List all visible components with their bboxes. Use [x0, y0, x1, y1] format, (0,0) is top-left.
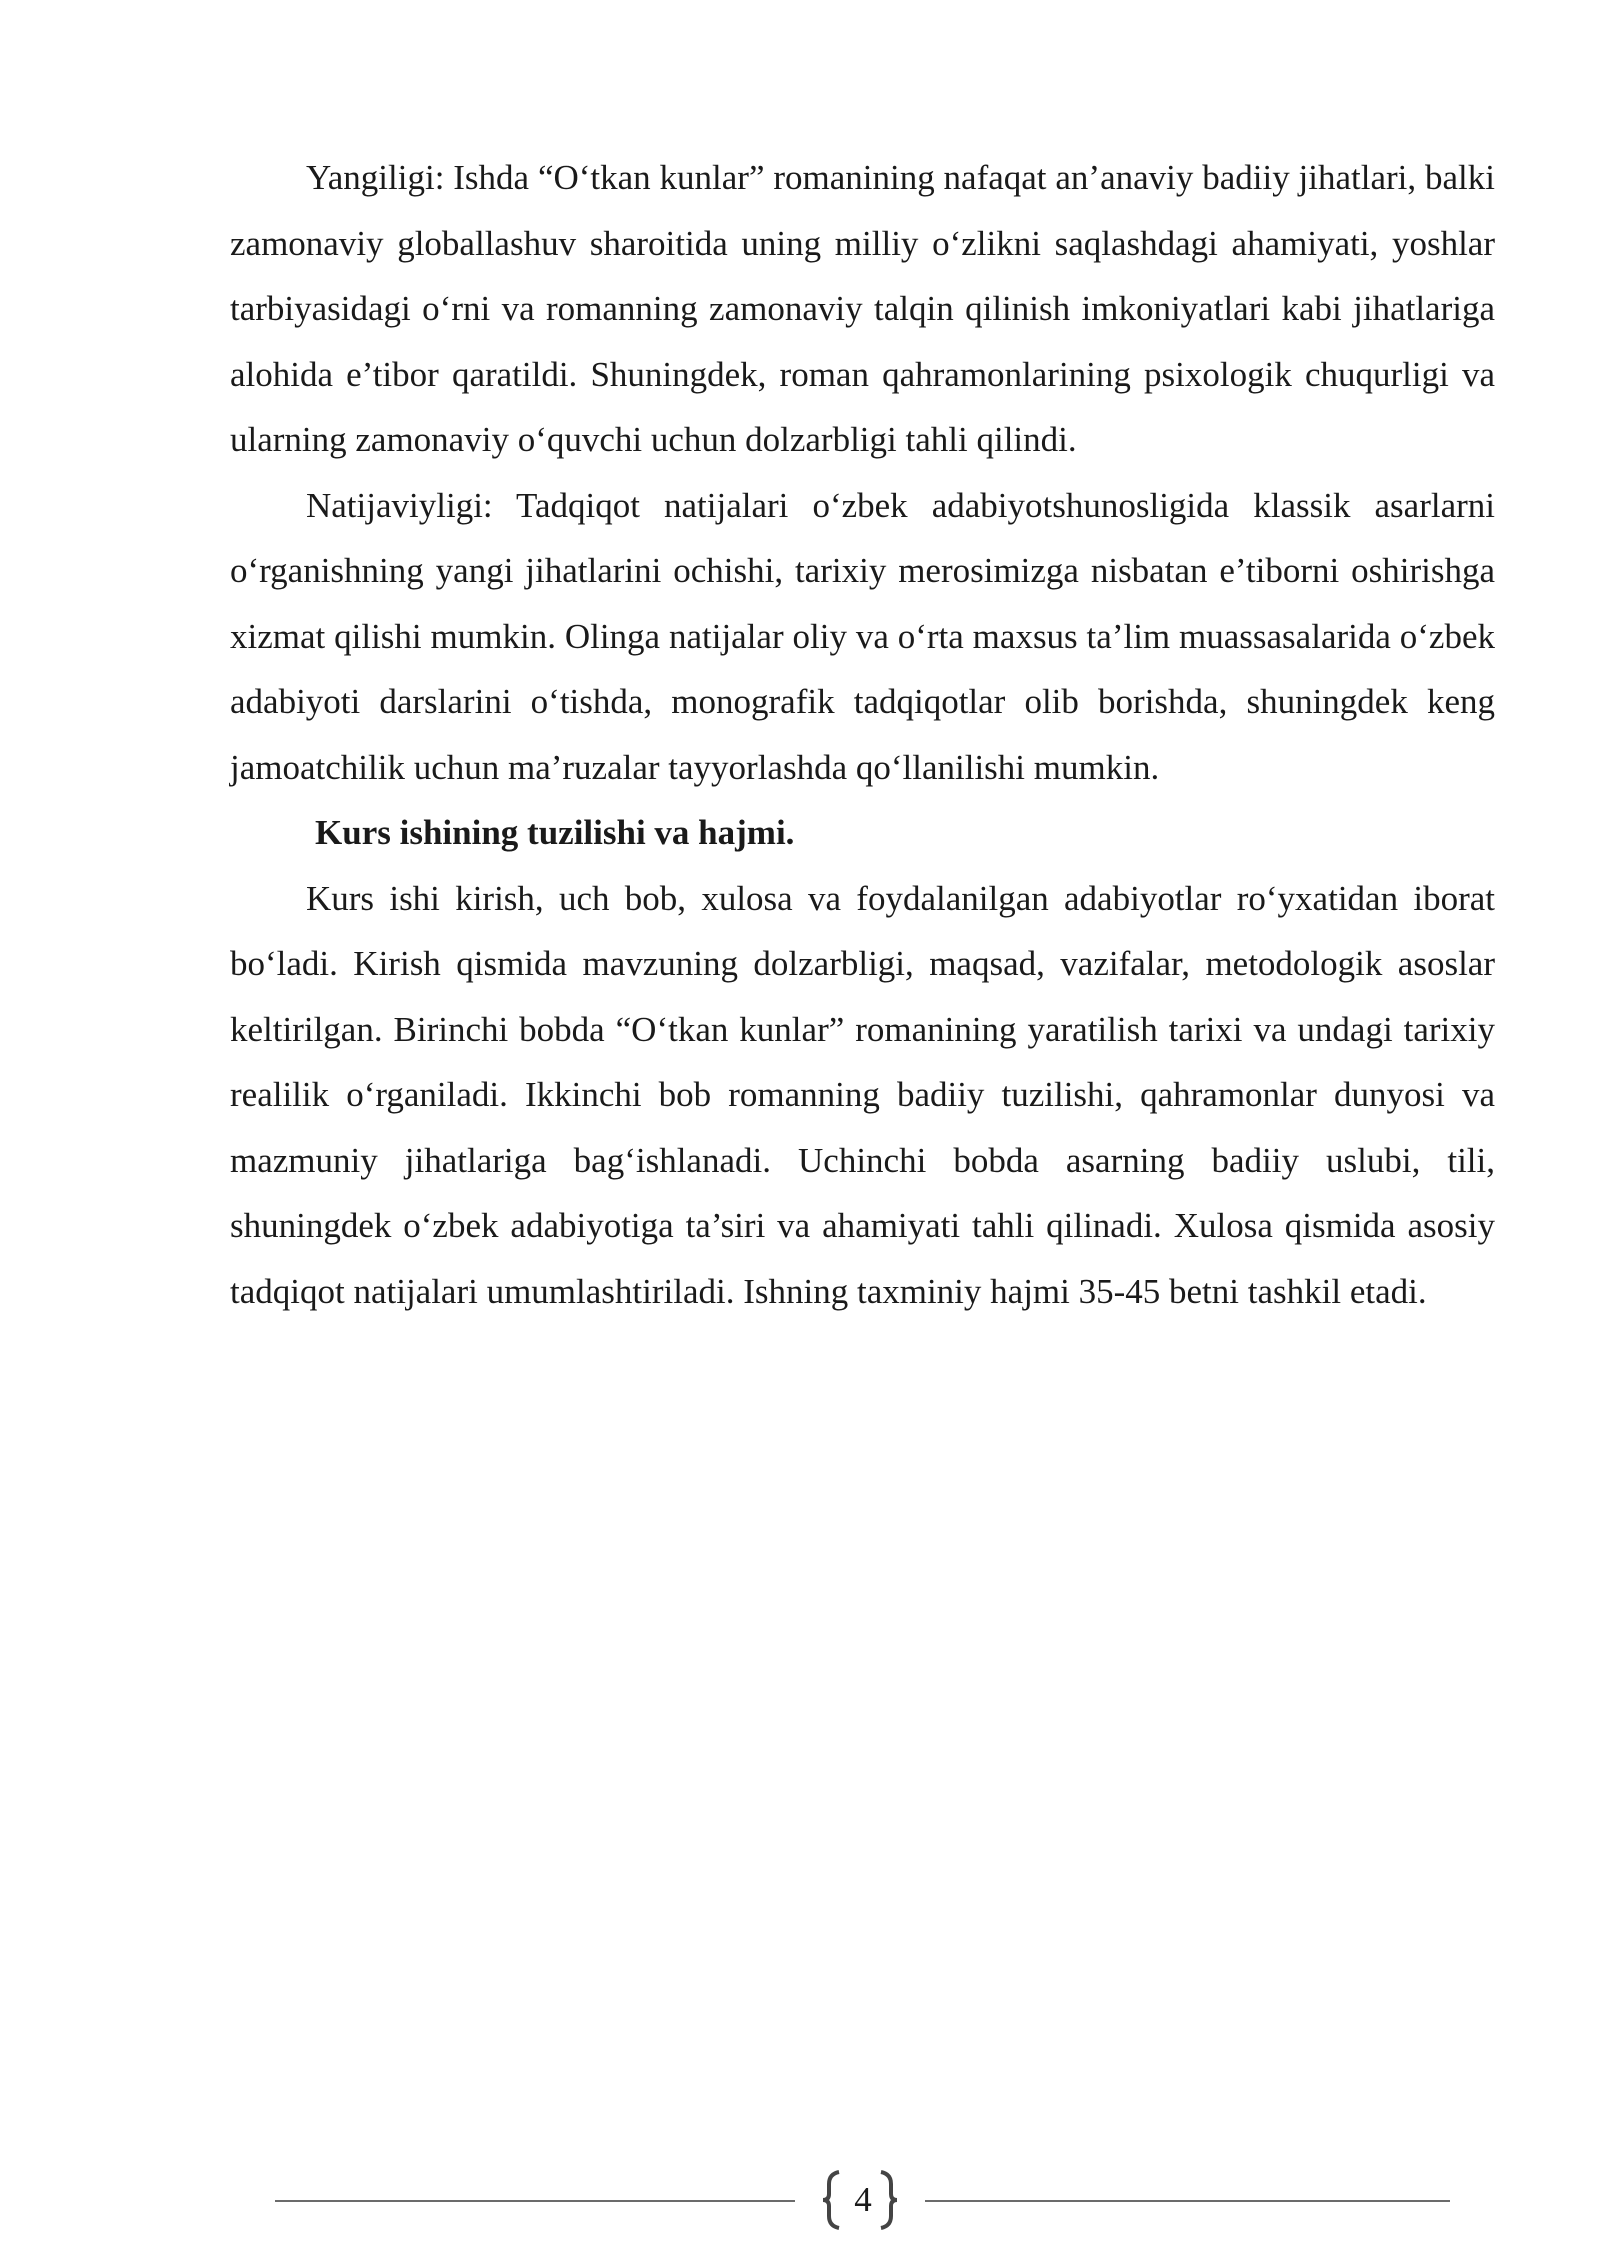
footer-rule-right — [925, 2200, 1450, 2202]
right-brace-icon — [865, 2170, 925, 2230]
section-heading: Kurs ishining tuzilishi va hajmi. — [315, 813, 795, 852]
paragraph-structure: Kurs ishi kirish, uch bob, xulosa va foydalanilgan adabiyotlar ro‘yxatidan iborat bo‘ladi. Kirish qismida mavzuning dolzarbligi, maqsad, vazifalar, metodologik asoslar keltirilgan. Birinchi bobda “O‘tkan kunlar” romanining yaratilish tarixi va undagi tarixiy realilik o‘rganiladi. Ikkinchi bob romanning badiiy tuzilishi, qahramonlar dunyosi va mazmuniy jihatlariga bag‘ishlanadi. Uchinchi bobda asarning badiiy uslubi, tili, shuningdek o‘zbek adabiyotiga ta’siri va ahamiyati tahli qilinadi. Xulosa qismida asosiy tadqiqot natijalari umumlashtiriladi. Ishning taxminiy hajmi 35-45 betni tashkil etadi. — [230, 878, 1495, 1311]
paragraph-results: Natijaviyligi: Tadqiqot natijalari o‘zbek adabiyotshunosligida klassik asarlarni o‘rganishning yangi jihatlarini ochishi, tarixiy merosimizga nisbatan e’tiborni oshirishga xizmat qilishi mumkin. Olinga natijalar oliy va o‘rta maxsus ta’lim muassasalarida o‘zbek adabiyoti darslarini o‘tishda, monografik tadqiqotlar olib borishda, shuningdek keng jamoatchilik uchun ma’ruzalar tayyorlashda qo‘llanilishi mumkin. — [230, 485, 1495, 787]
page-number: 4 — [854, 2180, 872, 2219]
footer-rule-left — [275, 2200, 795, 2202]
page-body — [230, 145, 1495, 1324]
page-footer — [275, 2170, 1450, 2230]
paragraph-novelty: Yangiligi: Ishda “O‘tkan kunlar” romanining nafaqat an’anaviy badiiy jihatlari, balki zamonaviy globallashuv sharoitida uning milliy o‘zlikni saqlashdagi ahamiyati, yoshlar tarbiyasidagi o‘rni va romanning zamonaviy talqin qilinish imkoniyatlari kabi jihatlariga alohida e’tibor qaratildi. Shuningdek, roman qahramonlarining psixologik chuqurligi va ularning zamonaviy o‘quvchi uchun dolzarbligi tahli qilindi. — [230, 158, 1495, 459]
